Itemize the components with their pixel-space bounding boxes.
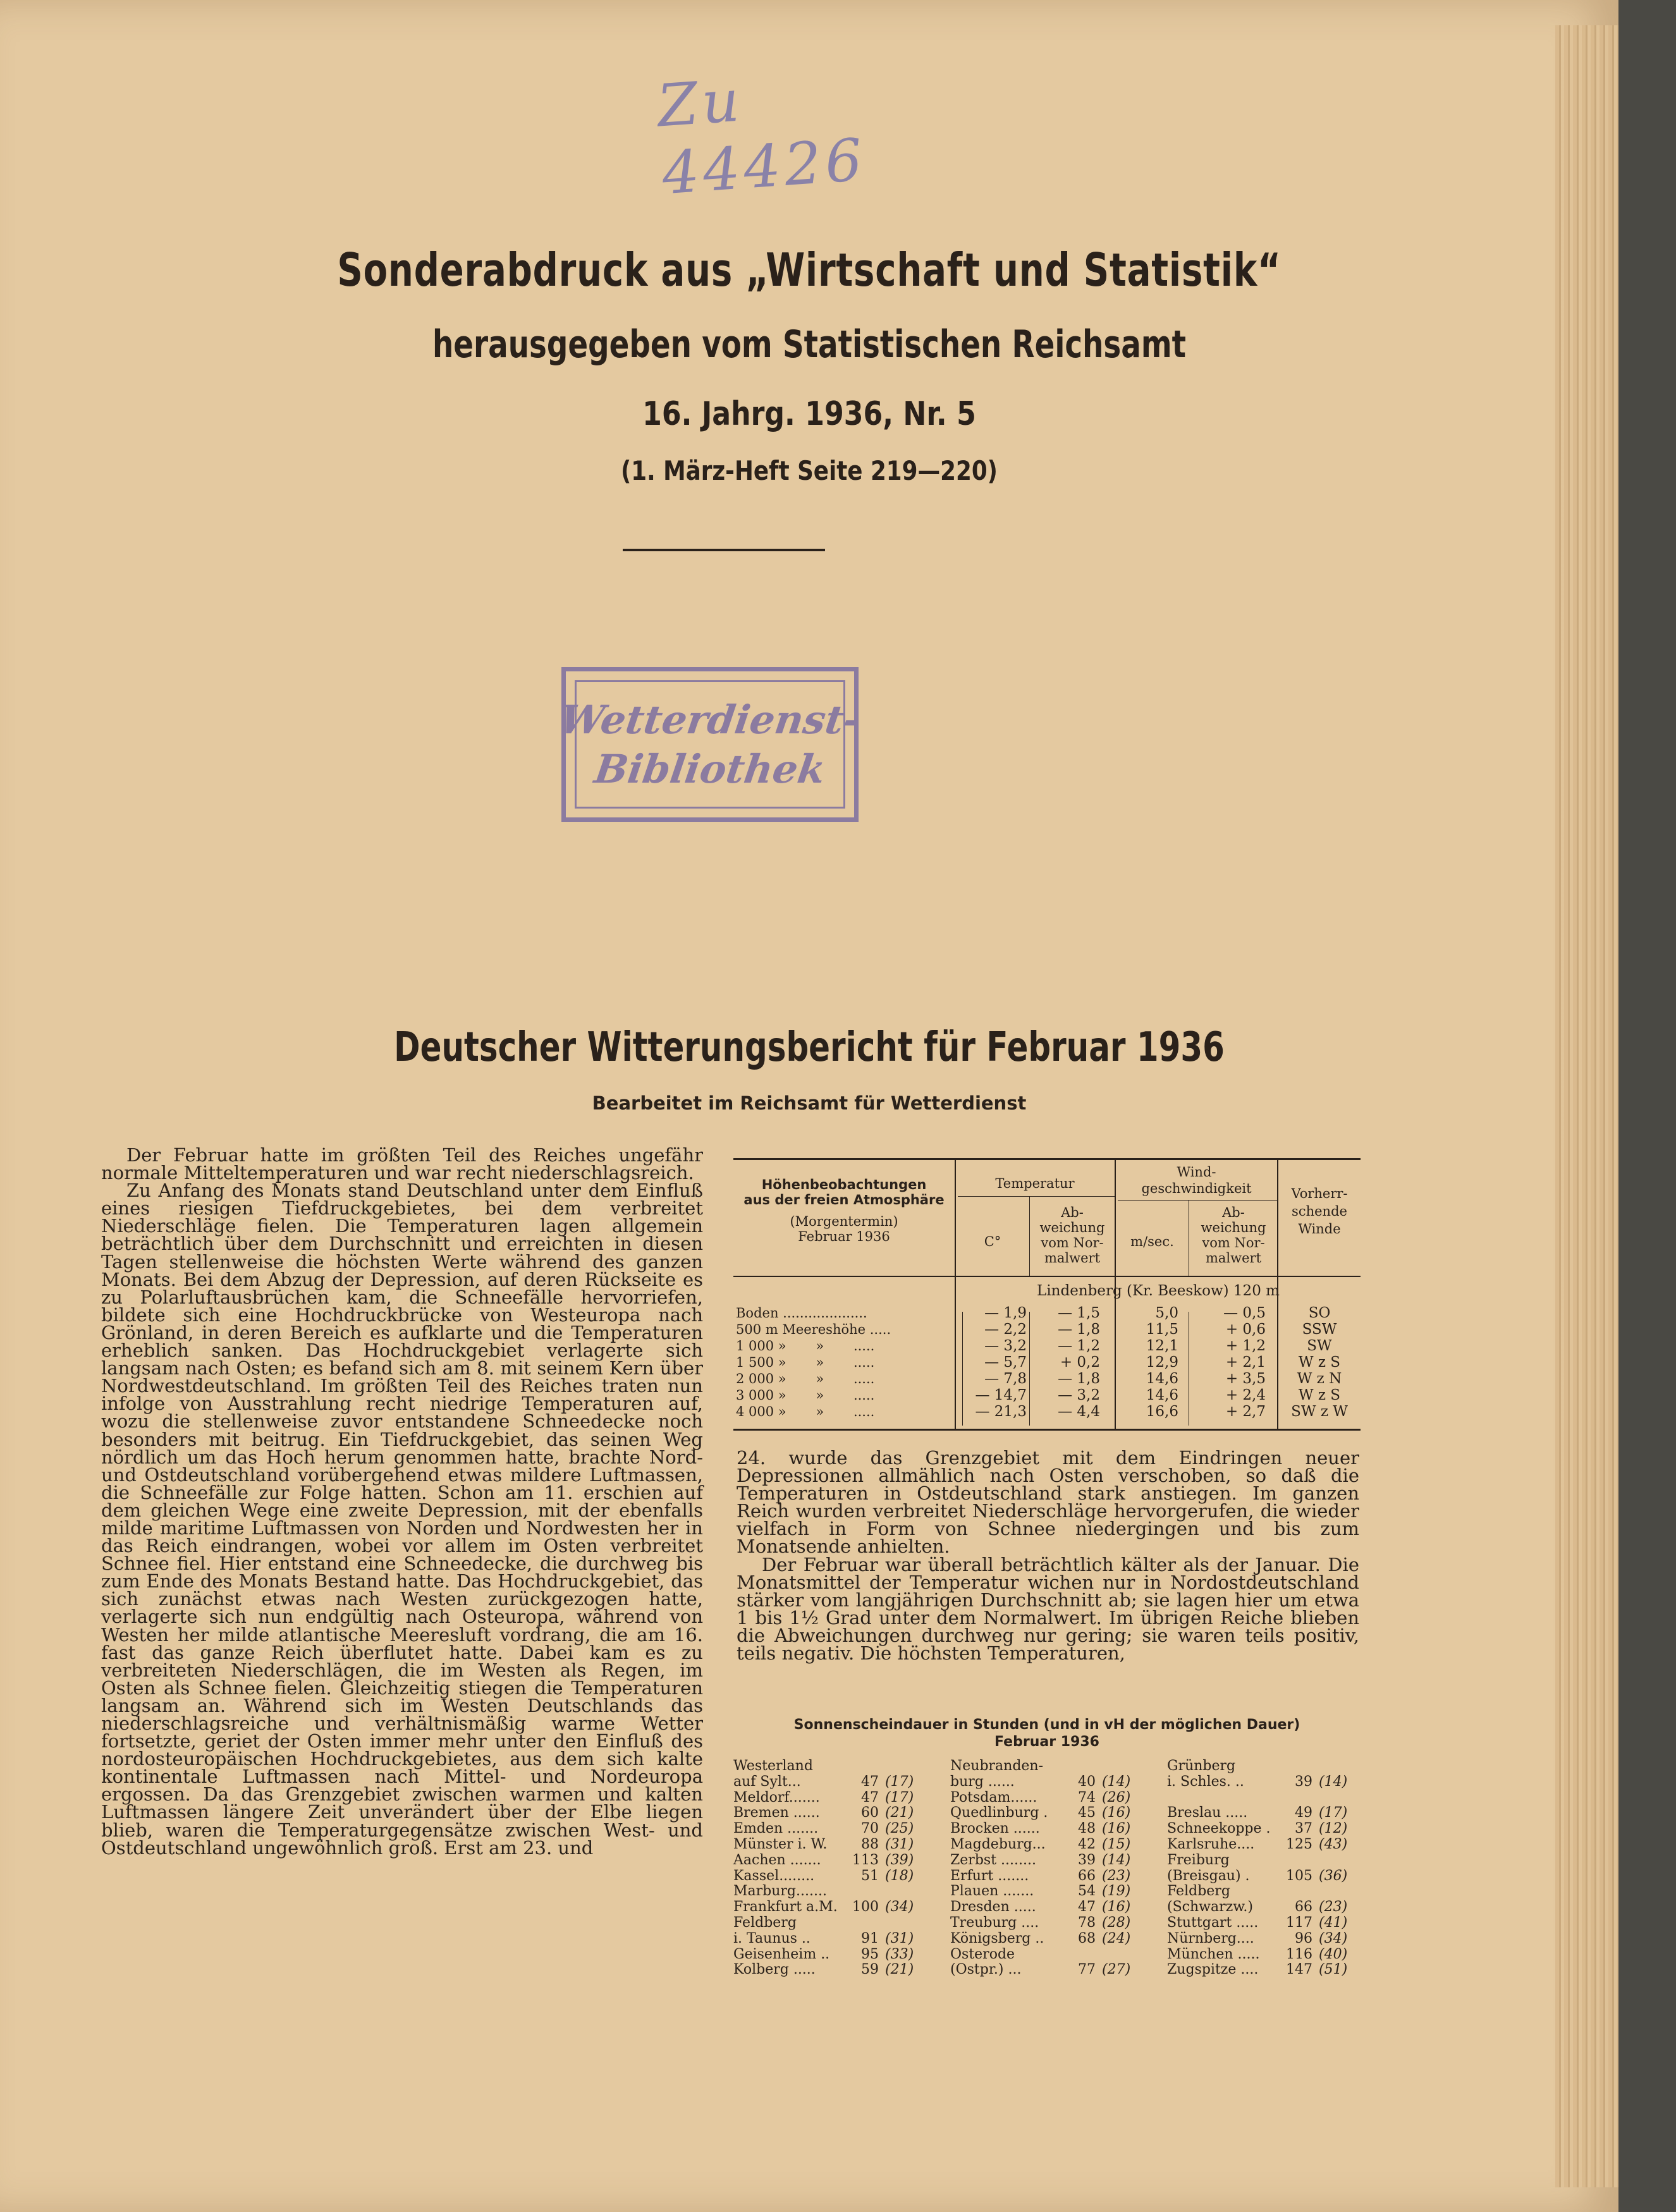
sunshine-city: Plauen ....... (950, 1883, 1034, 1900)
sunshine-city: Feldberg (1167, 1883, 1230, 1900)
sunshine-row (950, 1775, 1159, 1790)
sunshine-table-title (733, 1716, 1361, 1751)
sunshine-row (950, 1853, 1159, 1869)
sunshine-row (733, 1962, 942, 1978)
table-row-temp: — 21,3 (975, 1403, 1027, 1420)
head-celsius: C° (984, 1234, 1001, 1249)
table-row-direction: SSW (1302, 1321, 1337, 1338)
sunshine-hours: 47 (861, 1773, 879, 1790)
head-wind-l1: Wind- (1177, 1164, 1216, 1180)
head-abw-l3: vom Nor- (1041, 1235, 1104, 1250)
table-row-direction: SW (1307, 1338, 1332, 1354)
upper-air-table (733, 1158, 1361, 1430)
head-wabw-l4: malwert (1205, 1250, 1262, 1266)
sunshine-hours: 47 (861, 1789, 879, 1806)
sunshine-percent: (18) (885, 1867, 914, 1884)
sunshine-hours: 70 (861, 1821, 879, 1837)
sunshine-city: Bremen ...... (733, 1805, 820, 1821)
sunshine-hours: 116 (1286, 1946, 1312, 1962)
table-row-wind: 16,6 (1146, 1403, 1178, 1420)
sunshine-city: Zerbst ........ (950, 1852, 1036, 1868)
sunshine-city: Potsdam...... (950, 1789, 1037, 1806)
table-row-direction: W z N (1297, 1371, 1342, 1387)
sunshine-hours: 74 (1078, 1789, 1096, 1806)
sunshine-percent: (27) (1102, 1962, 1131, 1978)
table-wind-sub-rule (1118, 1200, 1277, 1201)
sunshine-city: Stuttgart ..... (1167, 1914, 1259, 1931)
sunshine-percent: (23) (1102, 1867, 1131, 1884)
head-abw-l4: malwert (1044, 1250, 1101, 1266)
sunshine-percent: (36) (1319, 1867, 1348, 1884)
sunshine-percent: (17) (885, 1773, 914, 1790)
sunshine-row (950, 1869, 1159, 1885)
table-row-wind: 5,0 (1155, 1305, 1178, 1321)
sunshine-percent: (14) (1102, 1773, 1131, 1790)
sunshine-percent: (16) (1102, 1805, 1131, 1821)
sunshine-city: auf Sylt... (733, 1773, 801, 1790)
sunshine-percent: (26) (1102, 1789, 1131, 1806)
sunshine-hours: 117 (1286, 1914, 1312, 1931)
table-row-wind: 14,6 (1146, 1371, 1178, 1387)
right-column (737, 1447, 1359, 1665)
table-row-wind-abw: + 3,5 (1225, 1371, 1266, 1387)
table-row-label: 4 000 » » ..... (736, 1404, 875, 1419)
stamp-line-2: Bibliothek (591, 745, 829, 792)
sunshine-hours: 49 (1295, 1805, 1312, 1821)
table-row-wind-abw: + 1,2 (1225, 1338, 1266, 1354)
sunshine-hours: 42 (1078, 1836, 1096, 1852)
head-abw-l2: weichung (1039, 1220, 1105, 1235)
sunshine-city: Marburg....... (733, 1883, 827, 1900)
head-vorherr-l2: schende (1292, 1204, 1347, 1219)
table-row-temp-abw: — 1,8 (1058, 1371, 1100, 1387)
head-col1-l3: (Morgentermin) (790, 1214, 898, 1229)
table-row-temp-abw: — 1,5 (1058, 1305, 1100, 1321)
sunshine-city: Frankfurt a.M. (733, 1899, 838, 1916)
table-row-temp-abw: — 1,8 (1058, 1321, 1100, 1338)
sunshine-percent: (17) (885, 1789, 914, 1806)
head-wabw-l2: weichung (1201, 1220, 1266, 1235)
library-stamp (556, 667, 864, 822)
handwritten-note: Zu 44426 (655, 66, 869, 208)
sunshine-row (1167, 1775, 1376, 1790)
sunshine-city: (Schwarzw.) (1167, 1899, 1253, 1916)
sunshine-row (733, 1759, 942, 1775)
sunshine-city: i. Schles. .. (1167, 1773, 1244, 1790)
sunshine-column-1 (733, 1759, 942, 1978)
sunshine-row (733, 1931, 942, 1947)
sunshine-hours: 125 (1286, 1836, 1312, 1852)
sunshine-city: burg ...... (950, 1773, 1015, 1790)
sunshine-row (733, 1806, 942, 1821)
sunshine-hours: 105 (1286, 1867, 1312, 1884)
sunshine-row (733, 1916, 942, 1931)
table-row-wind-abw: + 0,6 (1225, 1321, 1266, 1338)
sunshine-row (1167, 1931, 1376, 1947)
sunshine-percent: (33) (885, 1946, 914, 1962)
sunshine-hours: 40 (1078, 1773, 1096, 1790)
sunshine-city: Nürnberg.... (1167, 1930, 1254, 1946)
table-top-rule (733, 1158, 1361, 1160)
sunshine-percent: (25) (885, 1821, 914, 1837)
library-stamp-inner (556, 680, 864, 809)
sunshine-row (733, 1947, 942, 1963)
sunshine-hours: 54 (1078, 1883, 1096, 1900)
head-wabw-l3: vom Nor- (1202, 1235, 1265, 1250)
sunshine-row (1167, 1853, 1376, 1869)
sunshine-column-2 (950, 1759, 1159, 1978)
table-row-wind: 12,1 (1146, 1338, 1178, 1354)
table-row-label: 1 500 » » ..... (736, 1355, 875, 1370)
sunshine-row (950, 1916, 1159, 1931)
sunshine-city: Münster i. W. (733, 1836, 828, 1852)
sunshine-city: Geisenheim .. (733, 1946, 830, 1962)
left-column (101, 1146, 703, 1857)
sunshine-city: Magdeburg... (950, 1836, 1046, 1852)
table-row-label: 1 000 » » ..... (736, 1338, 875, 1353)
sunshine-city: Aachen ....... (733, 1852, 821, 1868)
head-temperatur: Temperatur (995, 1176, 1075, 1191)
sunshine-city: Westerland (733, 1758, 813, 1774)
sunshine-city: (Breisgau) . (1167, 1867, 1250, 1884)
station-line: Lindenberg (Kr. Beeskow) 120 m (1037, 1283, 1280, 1299)
sunshine-percent: (39) (885, 1852, 914, 1868)
sunshine-row (733, 1869, 942, 1885)
sunshine-row (950, 1931, 1159, 1947)
sunshine-hours: 47 (1078, 1899, 1096, 1916)
table-vline-abw-body (1029, 1312, 1030, 1426)
sunshine-city: Breslau ..... (1167, 1805, 1248, 1821)
sunshine-row (1167, 1821, 1376, 1837)
table-row-temp: — 1,9 (984, 1305, 1027, 1321)
header-rule (623, 549, 825, 551)
sunshine-percent: (24) (1102, 1930, 1131, 1946)
sunshine-percent: (17) (1319, 1805, 1348, 1821)
table-row-wind: 12,9 (1146, 1354, 1178, 1371)
sunshine-hours: 39 (1078, 1852, 1096, 1868)
sunshine-city: Grünberg (1167, 1758, 1236, 1774)
sunshine-row (950, 1900, 1159, 1916)
table-row-temp-abw: + 0,2 (1060, 1354, 1100, 1371)
sunshine-percent: (16) (1102, 1821, 1131, 1837)
sunshine-city: i. Taunus .. (733, 1930, 810, 1946)
sunshine-city: Erfurt ....... (950, 1867, 1029, 1884)
sunshine-city: München ..... (1167, 1946, 1260, 1962)
sunshine-percent: (21) (885, 1962, 914, 1978)
table-row-temp-abw: — 1,2 (1058, 1338, 1100, 1354)
head-vorherr-l1: Vorherr- (1291, 1186, 1348, 1201)
sunshine-city: Osterode (950, 1946, 1015, 1962)
sunshine-hours: 78 (1078, 1914, 1096, 1931)
sunshine-city: Freiburg (1167, 1852, 1230, 1868)
sunshine-hours: 96 (1295, 1930, 1312, 1946)
sunshine-percent: (31) (885, 1930, 914, 1946)
sunshine-title-line-1: Sonnenscheindauer in Stunden (und in vH der möglichen Dauer) (793, 1717, 1300, 1733)
sunshine-row (1167, 1759, 1376, 1775)
sunshine-city: (Ostpr.) ... (950, 1962, 1022, 1978)
sunshine-percent: (34) (885, 1899, 914, 1916)
sunshine-row (1167, 1962, 1376, 1978)
sunshine-hours: 39 (1295, 1773, 1312, 1790)
sunshine-percent: (40) (1319, 1946, 1348, 1962)
sunshine-city: Brocken ...... (950, 1821, 1040, 1837)
head-vorherr-l3: Winde (1298, 1221, 1341, 1237)
sunshine-hours: 68 (1078, 1930, 1096, 1946)
sunshine-hours: 51 (861, 1867, 879, 1884)
table-row-temp: — 2,2 (984, 1321, 1027, 1338)
sunshine-city: Karlsruhe.... (1167, 1836, 1255, 1852)
sunshine-row (950, 1806, 1159, 1821)
sunshine-percent: (14) (1102, 1852, 1131, 1868)
sunshine-row (1167, 1900, 1376, 1916)
sunshine-row (950, 1790, 1159, 1806)
sunshine-percent: (51) (1319, 1962, 1348, 1978)
sunshine-city: Quedlinburg . (950, 1805, 1048, 1821)
table-row-direction: W z S (1298, 1387, 1341, 1403)
table-row-temp-abw: — 3,2 (1058, 1387, 1100, 1403)
sunshine-hours: 60 (861, 1805, 879, 1821)
table-row-wind-abw: — 0,5 (1223, 1305, 1266, 1321)
sunshine-city: Schneekoppe . (1167, 1821, 1271, 1837)
sunshine-city: Königsberg .. (950, 1930, 1044, 1946)
sunshine-percent: (14) (1319, 1773, 1348, 1790)
sunshine-hours: 48 (1078, 1821, 1096, 1837)
sunshine-percent: (43) (1319, 1836, 1348, 1852)
right-paragraph-1: 24. wurde das Grenzgebiet mit dem Eindringen neuer Depressionen allmählich nach Osten verschoben, so daß die Temperaturen in Ostdeutschland stark anstiegen. Im ganzen Reich wurden verbreitet Niederschläge hervorgerufen, die wieder vielfach in Form von Schnee niedergingen und bis zum Monatsende anhielten. (737, 1447, 1359, 1558)
sunshine-row (733, 1821, 942, 1837)
sunshine-row (1167, 1790, 1376, 1806)
table-row-direction: W z S (1298, 1354, 1341, 1371)
sunshine-percent: (12) (1319, 1821, 1348, 1837)
sunshine-row (1167, 1947, 1376, 1963)
head-col1-l1: Höhenbeobachtungen (761, 1177, 927, 1192)
sunshine-hours: 147 (1286, 1962, 1312, 1978)
sunshine-city: Meldorf....... (733, 1789, 820, 1806)
sunshine-percent: (15) (1102, 1836, 1131, 1852)
sunshine-column-3 (1167, 1759, 1376, 1978)
sunshine-percent: (16) (1102, 1899, 1131, 1916)
sunshine-row (733, 1775, 942, 1790)
sunshine-row (950, 1884, 1159, 1900)
sunshine-hours: 66 (1078, 1867, 1096, 1884)
sunshine-hours: 66 (1295, 1899, 1312, 1916)
table-row-temp: — 7,8 (984, 1371, 1027, 1387)
sunshine-row (950, 1962, 1159, 1978)
left-paragraph-2: Zu Anfang des Monats stand Deutschland unter dem Einfluß eines riesigen Tiefdruckgebietes, bei dem verbreitet Niederschläge fielen. Die Temperaturen lagen allgemein beträchtlich über dem Durchschnitt und erreichten in diesen Tagen stellenweise die höchsten Werte während des ganzen Monats. Bei dem Abzug der Depression, auf deren Rückseite es zu Polarluftausbrüchen kam, die Schneefälle hervorriefen, bildete sich eine Hochdruckbrücke von Westeuropa nach Grönland, in deren Bereich es aufklarte und die Temperaturen erheblich sanken. Das Hochdruckgebiet verlagerte sich langsam nach Osten; es befand sich am 8. mit seinem Kern über Nordwestdeutschland. Im größten Teil des Reiches traten nun infolge von Ausstrahlung recht niedrige Temperaturen auf, wozu die stellenweise zuvor entstandene Schneedecke noch besonders mit beitrug. Ein Tiefdruckgebiet, das seinen Weg nördlich um das Hoch herum genommen hatte, brachte Nord- und Ostdeutschland vorübergehend etwas mildere Luftmassen, die Schneefälle zur Folge hatten. Schon am 11. erschien auf dem gleichen Wege eine zweite Depression, mit der ebenfalls milde maritime Luftmassen von Norden und Nordwesten her in das Reich eindrangen, wobei vor allem im Osten verbreitet Schnee fiel. Hier entstand eine Schneedecke, die durchweg bis zum Ende des Monats Bestand hatte. Das Hochdruckgebiet, das sich zunächst etwas nach Westen zurückgezogen hatte, verlagerte sich nun endgültig nach Osteuropa, während von Westen her milde atlantische Meeresluft vordrang, die am 16. fast das ganze Reich überflutet hatte. Dabei kam es zu verbreiteten Niederschlägen, die im Westen als Regen, im Osten als Schnee fielen. Gleichzeitig stiegen die Temperaturen langsam an. Während sich im Westen Deutschlands das niederschlagsreiche und verhältnismäßig warme Wetter fortsetzte, geriet der Osten immer mehr unter den Einfluß des nordosteuropäischen Hochdruckgebietes, aus dem sich kalte kontinentale Luftmassen nach Mittel- und Nordeuropa ergossen. Da das Grenzgebiet zwischen warmen und kalten Luftmassen längere Zeit unverändert über der Elbe liegen blieb, waren die Temperaturgegensätze zwischen West- und Ostdeutschland ungewöhnlich groß. Erst am 23. und (101, 1180, 703, 1859)
head-msec: m/sec. (1130, 1234, 1174, 1249)
sunshine-title-line-2: Februar 1936 (994, 1734, 1099, 1750)
table-row-label: 3 000 » » ..... (736, 1388, 875, 1403)
table-row-wind: 14,6 (1146, 1387, 1178, 1403)
sunshine-row (1167, 1916, 1376, 1931)
sunshine-city: Kassel........ (733, 1867, 815, 1884)
sunshine-percent: (21) (885, 1805, 914, 1821)
sunshine-percent: (19) (1102, 1883, 1131, 1900)
sunshine-percent: (28) (1102, 1914, 1131, 1931)
table-row-direction: SO (1308, 1305, 1331, 1321)
table-bottom-rule (733, 1429, 1361, 1431)
sunshine-hours: 77 (1078, 1962, 1096, 1978)
sunshine-hours: 91 (861, 1930, 879, 1946)
head-abw-l1: Ab- (1061, 1205, 1084, 1220)
sunshine-row (950, 1759, 1159, 1775)
sunshine-hours: 45 (1078, 1805, 1096, 1821)
sunshine-city: Kolberg ..... (733, 1962, 816, 1978)
head-col1-l2: aus der freien Atmosphäre (743, 1192, 945, 1207)
article-title: Deutscher Witterungsbericht für Februar 1936 (394, 1024, 1225, 1071)
table-row-wind: 11,5 (1146, 1321, 1178, 1338)
sunshine-city: Feldberg (733, 1914, 797, 1931)
sunshine-city: Zugspitze .... (1167, 1962, 1259, 1978)
table-row-temp: — 3,2 (984, 1338, 1027, 1354)
header-line-2: herausgegeben vom Statistischen Reichsamt (432, 322, 1187, 367)
sunshine-row (950, 1837, 1159, 1853)
sunshine-row (733, 1853, 942, 1869)
sunshine-percent: (34) (1319, 1930, 1348, 1946)
sunshine-row (1167, 1869, 1376, 1885)
header-line-1: Sonderabdruck aus „Wirtschaft und Statistik“ (337, 243, 1281, 296)
sunshine-city: Neubranden- (950, 1758, 1044, 1774)
table-row-direction: SW z W (1291, 1403, 1348, 1420)
sunshine-row (950, 1947, 1159, 1963)
sunshine-hours: 100 (852, 1899, 879, 1916)
left-paragraph-1: Der Februar hatte im größten Teil des Reiches ungefähr normale Mitteltemperaturen und war recht niederschlagsreich. (101, 1144, 703, 1184)
sunshine-hours: 59 (861, 1962, 879, 1978)
sunshine-city: Dresden ..... (950, 1899, 1036, 1916)
sunshine-hours: 37 (1295, 1821, 1312, 1837)
sunshine-percent: (41) (1319, 1914, 1348, 1931)
right-paragraph-2: Der Februar war überall beträchtlich kälter als der Januar. Die Monatsmittel der Temperatur wichen nur in Nordostdeutschland stärker vom langjährigen Durchschnitt ab; sie lagen hier um etwa 1 bis 1½ Grad unter dem Normalwert. Im übrigen Reiche blieben die Abweichungen durchweg nur gering; sie waren teils positiv, teils negativ. Die höchsten Temperaturen, (737, 1553, 1359, 1665)
sunshine-row (1167, 1806, 1376, 1821)
table-row-temp-abw: — 4,4 (1058, 1403, 1100, 1420)
header-line-4: (1. März-Heft Seite 219—220) (620, 455, 998, 486)
sunshine-row (733, 1900, 942, 1916)
sunshine-row (733, 1790, 942, 1806)
sunshine-row (733, 1837, 942, 1853)
stamp-line-1: Wetterdienst- (556, 696, 864, 743)
head-wabw-l1: Ab- (1222, 1205, 1245, 1220)
sunshine-hours: 113 (852, 1852, 879, 1868)
table-row-wind-abw: + 2,4 (1225, 1387, 1266, 1403)
sunshine-hours: 88 (861, 1836, 879, 1852)
sunshine-row (1167, 1884, 1376, 1900)
table-row-label: Boden .................... (736, 1305, 867, 1321)
sunshine-row (950, 1821, 1159, 1837)
sunshine-city: Emden ....... (733, 1821, 819, 1837)
sunshine-percent: (31) (885, 1836, 914, 1852)
head-wind-l2: geschwindigkeit (1141, 1181, 1252, 1196)
table-row-wind-abw: + 2,7 (1225, 1403, 1266, 1420)
table-row-label: 500 m Meereshöhe ..... (736, 1322, 891, 1337)
table-temp-sub-rule (958, 1196, 1115, 1197)
sunshine-row (1167, 1837, 1376, 1853)
article-subtitle: Bearbeitet im Reichsamt für Wetterdienst (592, 1092, 1027, 1114)
header-line-3: 16. Jahrg. 1936, Nr. 5 (642, 395, 976, 433)
head-col1-l4: Februar 1936 (798, 1229, 890, 1244)
table-vline-temp-sub (1029, 1196, 1030, 1276)
sunshine-hours: 95 (861, 1946, 879, 1962)
table-row-temp: — 14,7 (975, 1387, 1027, 1403)
table-row-wind-abw: + 2,1 (1225, 1354, 1266, 1371)
sunshine-percent: (23) (1319, 1899, 1348, 1916)
sunshine-city: Treuburg .... (950, 1914, 1039, 1931)
table-row-label: 2 000 » » ..... (736, 1371, 875, 1386)
sunshine-row (733, 1884, 942, 1900)
table-head-rule (733, 1276, 1361, 1277)
table-row-temp: — 5,7 (984, 1354, 1027, 1371)
